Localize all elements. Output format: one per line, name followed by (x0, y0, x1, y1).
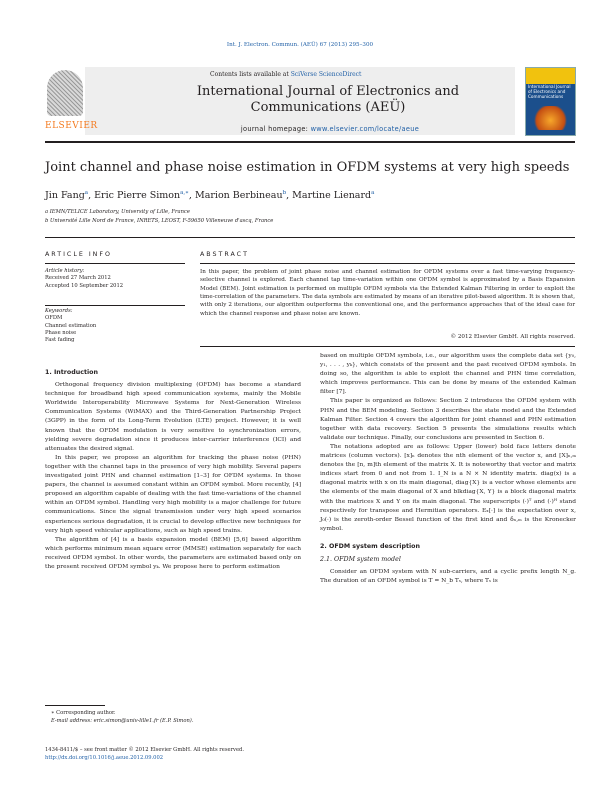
paragraph: In this paper, we propose an algorithm for tracking the phase noise (PHN) together with the channel taps in the presence of very high mobility. Several papers investigated joint PHN and channel estimation [1–3] for OFDM systems. In those papers, the channel is assumed constant within an OFDM symbol. More recently, [4] proposed an algorithm capable of dealing with the fast time-variations of the channel within an OFDM symbol. Handling very high mobility is a major challenge for future communications. Since the signal transmission under very high speed scenarios experiences serious degradation, it is crucial to develop effective new techniques for very high speed vehicular applications, such as high speed trains. (45, 454, 301, 534)
section-heading: 1. Introduction (45, 369, 98, 376)
author-sup[interactable]: a (371, 190, 375, 196)
divider (200, 346, 575, 347)
paper-title: Joint channel and phase noise estimation in OFDM systems at very high speeds (45, 160, 570, 175)
article-info-heading: ARTICLE INFO (45, 251, 112, 258)
copyright: © 2012 Elsevier GmbH. All rights reserved. (450, 334, 575, 340)
paragraph: This paper is organized as follows: Section 2 introduces the OFDM system with PHN and the BEM modeling. Section 3 describes the state model and the Extended Kalman Filter. Section 4 covers the algorithm for joint channel and PHN estimation together with data recovery. Section 5 presents the simulations results which validate our technique. Finally, our conclusions are presented in Section 6. (320, 398, 576, 441)
journal-homepage (180, 125, 480, 133)
author-list: Jin Fang$^a$, Eric Pierre Simon$^{a,∗}$, Marion Berbineau$^b$, Martine Lienard$^a$ (45, 190, 375, 202)
divider (45, 305, 185, 306)
section-heading: 2. OFDM system description (320, 542, 420, 550)
homepage-link[interactable]: www.elsevier.com/locate/aeue (310, 125, 420, 133)
publisher-logo: ELSEVIER (45, 121, 98, 131)
doi-link[interactable]: http://dx.doi.org/10.1016/j.aeue.2012.09.002 (45, 755, 164, 761)
contents-line (210, 71, 440, 78)
journal-cover-image (525, 67, 576, 136)
article-history (45, 268, 185, 290)
paragraph: The algorithm of [4] is a basis expansion model (BEM) [5,6] based algorithm which performs minimum mean square error (MMSE) estimation separately for each received OFDM symbol. In other words, the parameters are estimated based only on the present received OFDM symbol yₖ. We propose here to perform estimation (45, 536, 301, 570)
divider (200, 263, 575, 264)
affiliation: a IEMN/TELICE Laboratory, University of Lille, France (45, 209, 190, 215)
cover-graphic (532, 106, 569, 130)
author-name: Eric Pierre Simon (94, 190, 181, 202)
body-right-column (320, 352, 576, 586)
author-sup[interactable]: a,∗ (180, 190, 189, 196)
author-name: Jin Fang (45, 190, 85, 202)
header-rule (45, 141, 575, 143)
divider (45, 237, 575, 238)
paragraph: based on multiple OFDM symbols, i.e., our algorithm uses the complete data set {y₀, y₁, . . . , yₖ}, which consists of the present and the past received OFDM symbols. In doing so, the algorithm is able to exploit the channel and PHN time correlation, which improves performance. This can be done by means of the extended Kalman filter [7]. (320, 353, 576, 396)
abstract-text: In this paper, the problem of joint phase noise and channel estimation for OFDM systems over a fast time-varying frequency-selective channel is explored. Each channel tap time-variation within one OFDM symbol is approximated by a Basis Expansion Model (BEM). Joint estimation is performed on multiple OFDM symbols via the Extended Kalman Filtering in order to exploit the time-correlation of the parameters. The data symbols are estimated by means of an iterative pilot-based algorithm. It is shown that, with only 2 iterations, our algorithm outperforms the conventional one, and the performance approaches that of the ideal case for which the channel response and phase noise are known. (200, 269, 575, 317)
body-left-column (45, 368, 301, 572)
elsevier-tree-icon (47, 70, 83, 116)
email-note[interactable]: E-mail address: eric.simon@univ-lille1.fr (E.P. Simon). (51, 718, 194, 724)
history-label: Article history: (45, 268, 85, 274)
divider (45, 263, 185, 264)
abstract-heading: ABSTRACT (200, 251, 249, 258)
paragraph: Consider an OFDM system with N sub-carriers, and a cyclic prefix length N_g. The duration of an OFDM symbol is T = N_b Tₛ, where Tₛ is (320, 569, 576, 585)
contents-prefix: Contents lists available at (210, 71, 291, 78)
paragraph: Orthogonal frequency division multiplexing (OFDM) has become a standard technique for broadband high speed communication systems, mainly the Mobile Worldwide Interoperability Microwave Systems for Next-Generation Wireless Communication Systems (WiMAX) and the Third-Generation Partnership Project (3GPP) in the form of its Long-Term Evolution (LTE) project. However, it is well known that the OFDM modulation is very sensitive to synchronization errors, yielding severe degradation since it produces inter-carrier interference (ICI) and attenuates the desired signal. (45, 382, 301, 452)
author-name: Martine Lienard (292, 190, 372, 202)
accepted-date: Accepted 10 September 2012 (45, 282, 124, 289)
citation-line[interactable]: Int. J. Electron. Commun. (AEÜ) 67 (2013) 295–300 (226, 42, 374, 48)
journal-title-line2: Communications (AEÜ) (250, 100, 406, 115)
footnote-rule (45, 705, 105, 706)
received-date: Received 27 March 2012 (45, 275, 111, 282)
cover-band (526, 68, 575, 84)
author-sup[interactable]: b (282, 190, 287, 196)
corresponding-author-note: ∗ Corresponding author. (51, 710, 116, 716)
cover-title: International Journal of Electronics and Communications (528, 84, 571, 99)
issn-line: 1434-8411/$ – see front matter © 2012 Elsevier GmbH. All rights reserved. (45, 747, 245, 753)
keywords-label: Keywords: (45, 308, 73, 314)
author-sup[interactable]: a (84, 190, 89, 196)
subsection-heading: 2.1. OFDM system model (320, 555, 401, 563)
keyword: Phase noise (45, 329, 77, 336)
keyword: OFDM (45, 315, 63, 322)
keywords (45, 308, 185, 344)
paragraph: The notations adopted are as follows: Upper (lower) bold face letters denote matrices (column vectors). [x]ₙ denotes the nth element of the vector x, and [X]ₙ,ₘ denotes the [n, m]th element of the matrix X. It is noteworthy that vector and matrix indices start from 0 and not from 1. I_N is a N × N identity matrix. diag(x) is a diagonal matrix with x on its main diagonal, diag{X} is a vector whose elements are the elements of the main diagonal of X and blkdiag{X, Y} is a block diagonal matrix with the matrices X and Y on its main diagonal. The superscripts (·)ᵀ and (·)ᴴ stand respectively for transpose and Hermitian operators. Eₓ[·] is the expectation over x, J₀(·) is the zeroth-order Bessel function of the first kind and δₙ,ₘ is the Kronecker symbol. (320, 443, 576, 532)
author-name: Marion Berbineau (194, 190, 283, 202)
sciencedirect-link[interactable]: SciVerse ScienceDirect (290, 71, 362, 78)
keyword: Channel estimation (45, 322, 97, 329)
keyword: Fast fading (45, 337, 75, 344)
affiliation: b Université Lille Nord de France, INRETS, LEOST, F-59650 Villeneuve d'ascq, France (45, 218, 274, 224)
journal-title (178, 84, 478, 116)
journal-title-line1: International Journal of Electronics and (196, 84, 460, 99)
homepage-prefix: journal homepage: (240, 125, 311, 133)
